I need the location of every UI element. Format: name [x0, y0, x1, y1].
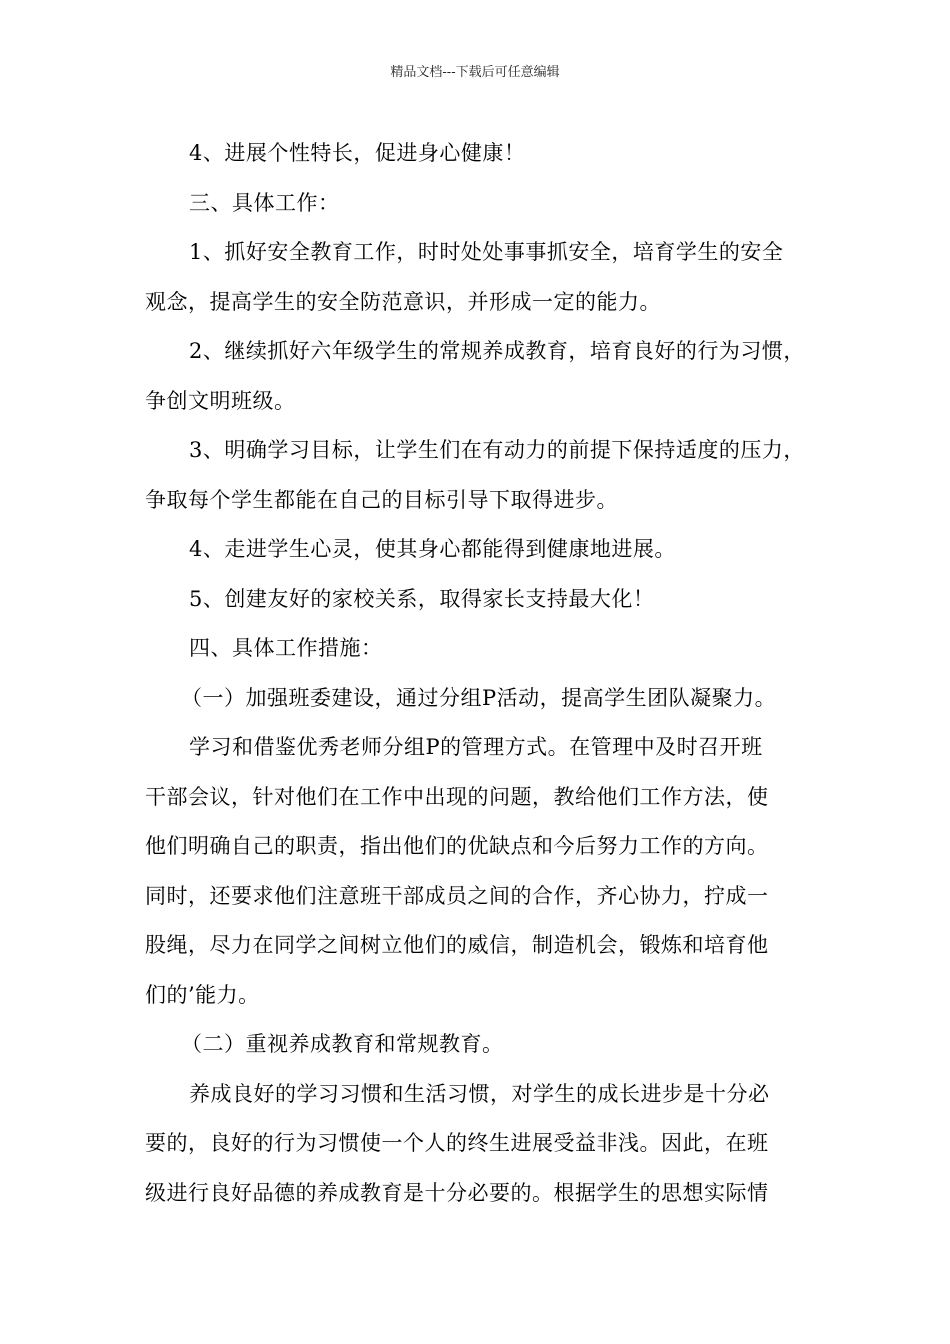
text-line: 5、创建友好的家校关系，取得家长支持最大化！ [189, 586, 655, 611]
text-line: 要的，良好的行为习惯使一个人的终生进展受益非浅。因此，在班 [145, 1131, 769, 1155]
text-line: 股绳，尽力在同学之间树立他们的威信，制造机会，锻炼和培育他 [145, 933, 769, 957]
text-line: 级进行良好品德的养成教育是十分必要的。根据学生的思想实际情 [145, 1180, 769, 1205]
text-line: 2、继续抓好六年级学生的常规养成教育，培育良好的行为习惯， [189, 339, 805, 363]
text-line: 4、进展个性特长，促进身心健康！ [189, 141, 526, 165]
text-line: 观念，提高学生的安全防范意识，并形成一定的能力。 [145, 289, 661, 314]
section-heading: 三、具体工作： [189, 190, 340, 215]
document-body [145, 129, 810, 1218]
section-heading: 四、具体工作措施： [189, 636, 383, 660]
subsection-heading: （一）加强班委建设，通过分组P活动，提高学生团队凝聚力。 [181, 685, 777, 710]
text-line: 干部会议，针对他们在工作中出现的问题，教给他们工作方法，使 [145, 784, 769, 809]
text-line: 学习和借鉴优秀老师分组P的管理方式。在管理中及时召开班 [189, 735, 763, 759]
text-line: 养成良好的学习习惯和生活习惯，对学生的成长进步是十分必 [189, 1081, 770, 1106]
text-line: 同时，还要求他们注意班干部成员之间的合作，齐心协力，拧成一 [145, 883, 769, 908]
text-line: 3、明确学习目标，让学生们在有动力的前提下保持适度的压力， [189, 438, 805, 462]
text-line: 他们明确自己的职责，指出他们的优缺点和今后努力工作的方向。 [145, 834, 769, 858]
subsection-heading: （二）重视养成教育和常规教育。 [181, 1032, 504, 1056]
text-line: 争取每个学生都能在自己的目标引导下取得进步。 [145, 487, 618, 512]
page-header: 精品文档---下载后可任意编辑 [390, 65, 560, 80]
text-line: 1、抓好安全教育工作，时时处处事事抓安全，培育学生的安全 [189, 240, 784, 264]
text-line: 争创文明班级。 [145, 388, 296, 413]
text-line: 们的’能力。 [145, 982, 260, 1007]
text-line: 4、走进学生心灵，使其身心都能得到健康地进展。 [189, 537, 676, 561]
